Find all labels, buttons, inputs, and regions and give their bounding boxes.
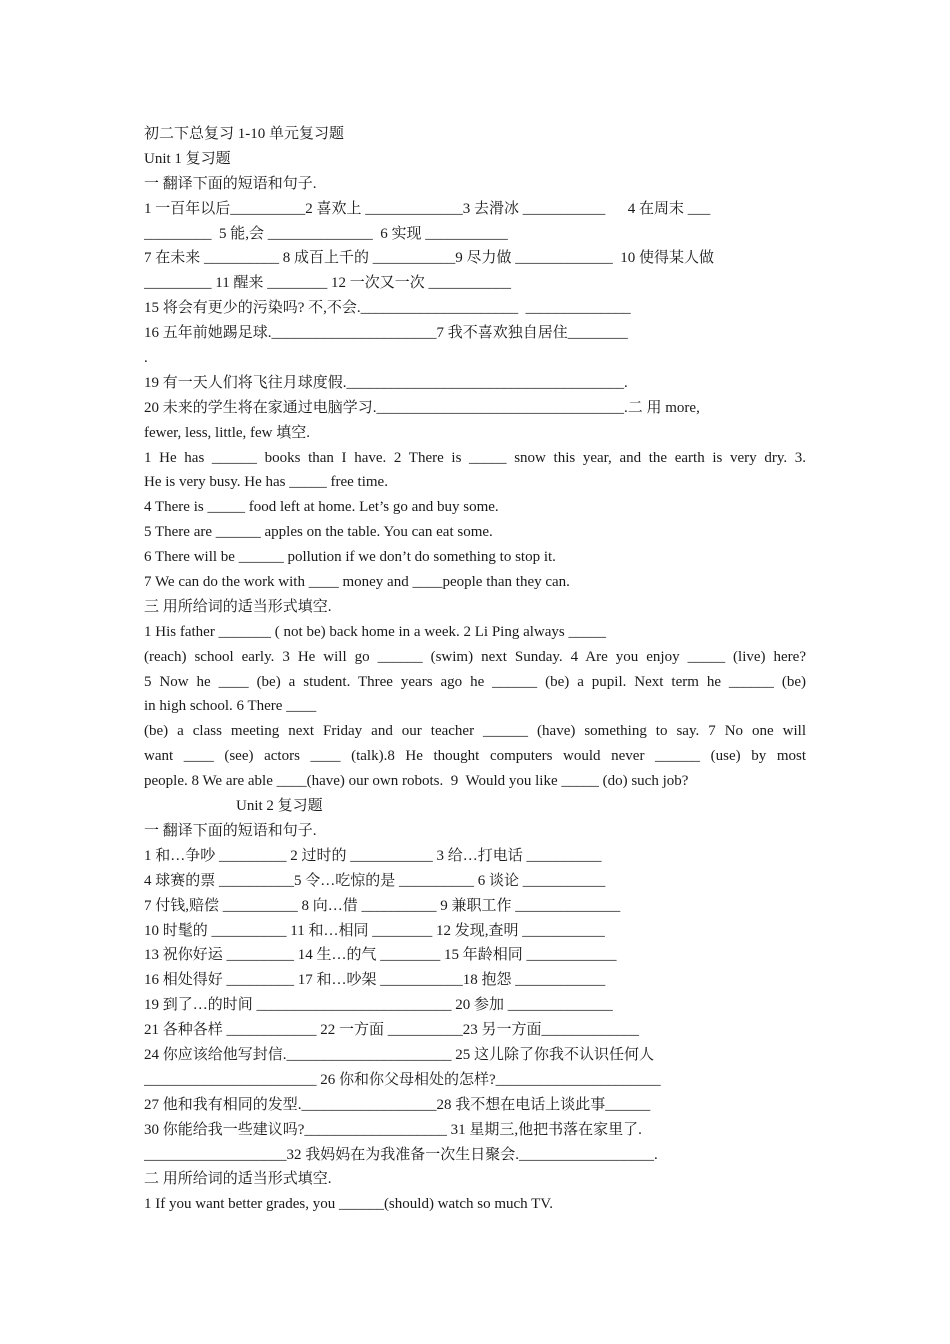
text-line: fewer, less, little, few 填空. bbox=[144, 424, 311, 441]
text-line: Unit 2 复习题 bbox=[236, 798, 323, 815]
text-line: _______________________ 26 你和你父母相处的怎样?______________________ bbox=[144, 1071, 661, 1088]
text-line: 7 在未来 __________ 8 成百上千的 ___________9 尽力做 _____________ 10 使得某人做 bbox=[144, 250, 715, 267]
text-line: _________ 5 能,会 ______________ 6 实现 ___________ bbox=[144, 225, 508, 242]
text-line: Unit 1 复习题 bbox=[144, 150, 231, 167]
text-line: 4 There is _____ food left at home. Let’s go and buy some. bbox=[144, 499, 499, 516]
text-line: 1 和…争吵 _________ 2 过时的 ___________ 3 给…打电话 __________ bbox=[144, 847, 602, 864]
document-body bbox=[144, 147, 806, 1217]
text-line: 16 相处得好 _________ 17 和…吵架 ___________18 抱怨 ____________ bbox=[144, 972, 606, 989]
text-line: 1 If you want better grades, you ______(should) watch so much TV. bbox=[144, 1196, 553, 1213]
text-line: 27 他和我有相同的发型.__________________28 我不想在电话上谈此事______ bbox=[144, 1096, 651, 1113]
text-line: want ____ (see) actors ____ (talk).8 He thought computers would never ______ (use) by most bbox=[144, 748, 806, 765]
text-line: 1 一百年以后__________2 喜欢上 _____________3 去滑冰 ___________ 4 在周末 ___ bbox=[144, 200, 711, 217]
text-line: in high school. 6 There ____ bbox=[144, 698, 317, 715]
text-line: (reach) school early. 3 He will go ______ (swim) next Sunday. 4 Are you enjoy _____ (live) here? bbox=[144, 648, 806, 665]
text-line: 三 用所给词的适当形式填空. bbox=[144, 598, 332, 615]
text-line: 19 到了…的时间 __________________________ 20 参加 ______________ bbox=[144, 997, 613, 1014]
text-line: He is very busy. He has _____ free time. bbox=[144, 474, 388, 491]
text-line: 5 There are ______ apples on the table. You can eat some. bbox=[144, 524, 493, 541]
text-line: . bbox=[144, 350, 148, 367]
text-line: 16 五年前她踢足球.______________________7 我不喜欢独自居住________ bbox=[144, 325, 628, 342]
text-line: 20 未来的学生将在家通过电脑学习._________________________________.二 用 more, bbox=[144, 399, 700, 416]
text-line: 7 We can do the work with ____ money and ____people than they can. bbox=[144, 574, 570, 591]
text-line: 一 翻译下面的短语和句子. bbox=[144, 822, 317, 839]
text-line: 6 There will be ______ pollution if we don’t do something to stop it. bbox=[144, 549, 556, 566]
document-page bbox=[144, 122, 806, 1217]
text-line: 21 各种各样 ____________ 22 一方面 __________23 另一方面_____________ bbox=[144, 1022, 640, 1039]
text-line: ___________________32 我妈妈在为我准备一次生日聚会.__________________. bbox=[144, 1146, 658, 1163]
text-line: 19 有一天人们将飞往月球度假._____________________________________. bbox=[144, 374, 628, 391]
text-line: people. 8 We are able ____(have) our own robots. 9 Would you like _____ (do) such job? bbox=[144, 773, 689, 790]
text-line: 1 He has ______ books than I have. 2 There is _____ snow this year, and the earth is very dry. 3. bbox=[144, 449, 806, 466]
text-line: _________ 11 醒来 ________ 12 一次又一次 ___________ bbox=[144, 275, 511, 292]
text-line: 4 球赛的票 __________5 令…吃惊的是 __________ 6 谈论 ___________ bbox=[144, 872, 606, 889]
text-line: 7 付钱,赔偿 __________ 8 向…借 __________ 9 兼职工作 ______________ bbox=[144, 897, 621, 914]
text-line: 一 翻译下面的短语和句子. bbox=[144, 175, 317, 192]
text-line: 10 时髦的 __________ 11 和…相同 ________ 12 发现,查明 ___________ bbox=[144, 922, 605, 939]
text-line: 13 祝你好运 _________ 14 生…的气 ________ 15 年龄相同 ____________ bbox=[144, 947, 617, 964]
text-line: (be) a class meeting next Friday and our teacher ______ (have) something to say. 7 No one will bbox=[144, 723, 806, 740]
text-line: 5 Now he ____ (be) a student. Three years ago he ______ (be) a pupil. Next term he ______ (be) bbox=[144, 673, 806, 690]
text-line: 二 用所给词的适当形式填空. bbox=[144, 1171, 332, 1188]
text-line: 30 你能给我一些建议吗?___________________ 31 星期三,他把书落在家里了. bbox=[144, 1121, 642, 1138]
text-line: 15 将会有更少的污染吗? 不,不会._____________________ ______________ bbox=[144, 300, 631, 317]
document-title: 初二下总复习 1-10 单元复习题 bbox=[144, 126, 344, 142]
text-line: 24 你应该给他写封信.______________________ 25 这儿除了你我不认识任何人 bbox=[144, 1046, 655, 1063]
text-line: 1 His father _______ ( not be) back home in a week. 2 Li Ping always _____ bbox=[144, 623, 606, 640]
